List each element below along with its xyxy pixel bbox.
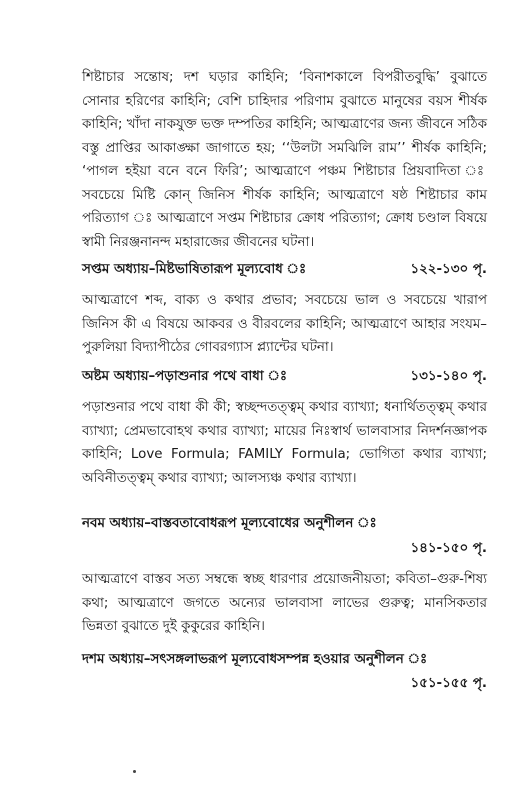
chapter-9-title: নবম অধ্যায়–বাস্তবতাবোধরূপ মূল্যবোধের অনুশীলন ঃ (82, 516, 377, 531)
chapter-7-body: আত্মত্রাণে শব্দ, বাক্য ও কথার প্রভাব; সবচেয়ে ভাল ও সবচেয়ে খারাপ জিনিস কী এ বিষয়ে আকবর ও বীরবলের কাহিনি; আত্মত্রাণে আহার সংযম– পুরুলিয়া বিদ্যাপীঠের গোবরগ্যাস প্ল্যান্টের ঘটনা। (82, 293, 487, 355)
chapter-10-pages: ১৫১-১৫৫ পৃ. (410, 676, 487, 691)
chapter-7-title: সপ্তম অধ্যায়–মিষ্টভাষিতারূপ মূল্যবোধ ঃ (82, 262, 307, 277)
speck-mark (133, 770, 136, 773)
chapter-8-body: পড়াশুনার পথে বাধা কী কী; স্বচ্ছন্দতত্ত্বম্ কথার ব্যাখ্যা; ধনার্থিতত্ত্বম্ কথার ব্যাখ্যা; প্রেমভাবোহথ কথার ব্যাখ্যা; মায়ের নিঃস্বার্থ ভালবাসার নিদর্শনজ্ঞাপক কাহিনি; Love Formula; FAMILY Formula; ভোগিতা কথার ব্যাখ্যা; অবিনীতত্ত্বম্ কথার ব্যাখ্যা; আলস্যঞ্চ কথার ব্যাখ্যা। (82, 400, 487, 486)
chapter-8-heading (82, 366, 487, 388)
chapter-10-title: দশম অধ্যায়–সৎসঙ্গলাভরূপ মূল্যবোধসম্পন্ন হওয়ার অনুশীলন ঃ (82, 652, 428, 667)
chapter-7-heading (82, 259, 487, 281)
chapter-10-heading (82, 649, 487, 671)
intro-paragraph: শিষ্টাচার সন্তোষ; দশ ঘড়ার কাহিনি; ‘বিনাশকালে বিপরীতবুদ্ধি’ বুঝাতে সোনার হরিণের কাহিনি; বেশি চাহিদার পরিণাম বুঝাতে মানুষের বয়স শীর্ষক কাহিনি; খাঁদা নাকযুক্ত ভক্ত দম্পতির কাহিনি; আত্মত্রাণের জন্য জীবনে সঠিক বস্তু প্রাপ্তির আকাঙ্ক্ষা জাগাতে হয়; ‘‘উলটা সমঝিলি রাম’’ শীর্ষক কাহিনি; ‘পাগল হইয়া বনে বনে ফিরি’; আত্মত্রাণে পঞ্চম শিষ্টাচার প্রিয়বাদিতা ঃ সবচেয়ে মিষ্টি কোন্ জিনিস শীর্ষক কাহিনি; আত্মত্রাণে ষষ্ঠ শিষ্টাচার কাম পরিত্যাগ ঃ আত্মত্রাণে সপ্তম শিষ্টাচার ক্রোধ পরিত্যাগ; ক্রোধ চণ্ডাল বিষয়ে স্বামী নিরঞ্জনানন্দ মহারাজের জীবনের ঘটনা। (82, 70, 488, 250)
chapter-9-pages: ১৪১-১৫০ পৃ. (410, 541, 487, 556)
chapter-9-heading (82, 513, 487, 535)
chapter-8-pages: ১৩১-১৪০ পৃ. (410, 369, 487, 384)
chapter-8-title: অষ্টম অধ্যায়–পড়াশুনার পথে বাধা ঃ (82, 369, 288, 384)
chapter-9-body: আত্মত্রাণে বাস্তব সত্য সম্বন্ধে স্বচ্ছ ধারণার প্রয়োজনীয়তা; কবিতা–গুরু-শিষ্য কথা; আত্মত্রাণে জগতে অন্যের ভালবাসা লাভের গুরুত্ব; মানসিকতার ভিন্নতা বুঝাতে দুই কুকুরের কাহিনি। (82, 572, 487, 634)
chapter-7-pages: ১২২-১৩০ পৃ. (410, 262, 487, 277)
